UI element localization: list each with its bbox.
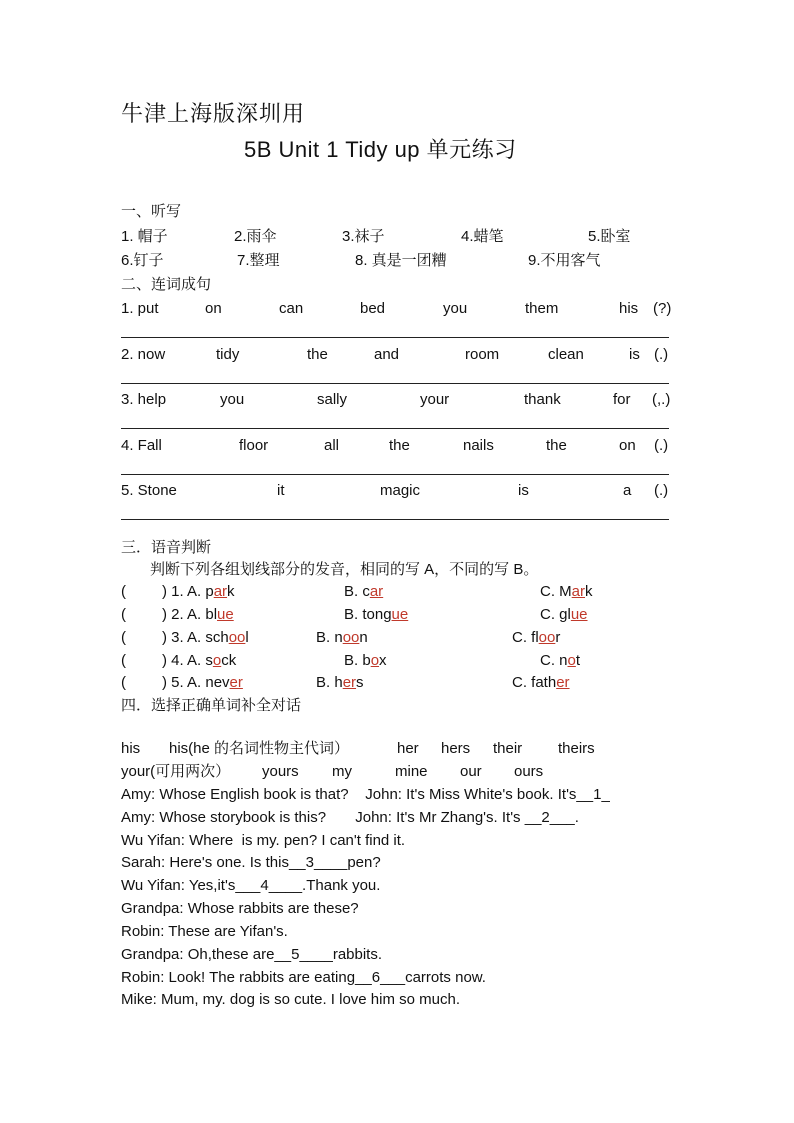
word: 4. Fall	[121, 437, 162, 454]
word: sally	[317, 391, 348, 408]
word: it	[277, 482, 285, 499]
word: is	[518, 482, 529, 499]
dictation-item: 8. 真是一团糟	[355, 252, 447, 269]
option-c: C. Mark	[540, 583, 593, 600]
underlined-sound: oo	[342, 629, 360, 646]
word: a	[623, 482, 632, 499]
dialogue-line: Grandpa: Whose rabbits are these?	[121, 900, 359, 917]
word-order-row	[121, 481, 674, 501]
punctuation: (.)	[654, 482, 669, 499]
word: on	[619, 437, 636, 454]
underlined-sound: ar	[571, 583, 586, 600]
punctuation: (.)	[654, 437, 669, 454]
word: 1. put	[121, 300, 159, 317]
bank-word: theirs	[558, 740, 595, 757]
bank-word: his(he 的名词性物主代词）	[169, 740, 350, 757]
word: 5. Stone	[121, 482, 177, 499]
option-b: B. hers	[316, 674, 364, 691]
word: them	[525, 300, 559, 317]
dialogue-line: Amy: Whose English book is that? John: It's Miss White's book. It's__1_	[121, 786, 610, 803]
option-b: B. tongue	[344, 606, 409, 623]
word: the	[546, 437, 567, 454]
underlined-sound: er	[342, 674, 357, 691]
dialogue-line: Amy: Whose storybook is this? John: It's Mr Zhang's. It's __2___.	[121, 809, 579, 826]
option-c: C. floor	[512, 629, 561, 646]
word-bank-row	[121, 739, 674, 759]
word-bank-row	[121, 762, 674, 782]
option-c: C. glue	[540, 606, 588, 623]
answer-line[interactable]	[121, 383, 669, 384]
word: all	[324, 437, 340, 454]
answer-bracket[interactable]: (	[121, 606, 126, 623]
underlined-sound: oo	[228, 629, 246, 646]
word-order-row	[121, 390, 674, 410]
dictation-item: 7.整理	[237, 252, 280, 269]
dialogue-line: Grandpa: Oh,these are__5____rabbits.	[121, 946, 383, 963]
phonics-row	[121, 582, 674, 602]
word: you	[220, 391, 245, 408]
page-subtitle: 5B Unit 1 Tidy up 单元练习	[244, 137, 517, 162]
bank-word: her	[397, 740, 419, 757]
bank-word: mine	[395, 763, 428, 780]
word-order-row	[121, 299, 674, 319]
phonics-row	[121, 651, 674, 671]
word-order-row	[121, 436, 674, 456]
option-c: C. father	[512, 674, 570, 691]
word: the	[389, 437, 410, 454]
underlined-sound: er	[229, 674, 243, 691]
phonics-row	[121, 605, 674, 625]
punctuation: (.)	[654, 346, 669, 363]
word: the	[307, 346, 328, 363]
answer-bracket[interactable]: (	[121, 629, 126, 646]
option-c: C. not	[540, 652, 581, 669]
dialogue-line: Wu Yifan: Yes,it's___4____.Thank you.	[121, 877, 381, 894]
word: floor	[239, 437, 269, 454]
option-b: B. noon	[316, 629, 368, 646]
bank-word: ours	[514, 763, 544, 780]
bank-word: my	[332, 763, 352, 780]
dictation-item: 9.不用客气	[528, 252, 601, 269]
section3-instruction: 判断下列各组划线部分的发音，相同的写 A，不同的写 B。	[150, 561, 539, 578]
option-a: ) 5. A. never	[162, 674, 243, 691]
answer-bracket[interactable]: (	[121, 583, 126, 600]
underlined-sound: ar	[213, 583, 228, 600]
answer-bracket[interactable]: (	[121, 674, 126, 691]
answer-line[interactable]	[121, 428, 669, 429]
underlined-sound: o	[370, 652, 380, 669]
bank-word: our	[460, 763, 482, 780]
word: thank	[524, 391, 561, 408]
option-a: ) 4. A. sock	[162, 652, 237, 669]
bank-word: their	[493, 740, 523, 757]
word: bed	[360, 300, 386, 317]
section1-heading: 一、听写	[121, 203, 182, 220]
dictation-item: 5.卧室	[588, 228, 631, 245]
underlined-sound: er	[556, 674, 570, 691]
dialogue-line: Robin: These are Yifan's.	[121, 923, 288, 940]
word: for	[613, 391, 631, 408]
word: on	[205, 300, 222, 317]
word: tidy	[216, 346, 240, 363]
word: nails	[463, 437, 494, 454]
word: is	[629, 346, 640, 363]
phonics-row	[121, 628, 674, 648]
word: you	[443, 300, 468, 317]
dialogue-line: Mike: Mum, my. dog is so cute. I love him so much.	[121, 991, 460, 1008]
phonics-row	[121, 673, 674, 693]
word: room	[465, 346, 500, 363]
punctuation: (,.)	[652, 391, 671, 408]
dictation-item: 3.袜子	[342, 228, 385, 245]
bank-word: hers	[441, 740, 471, 757]
option-a: ) 3. A. school	[162, 629, 249, 646]
answer-bracket[interactable]: (	[121, 652, 126, 669]
option-a: ) 2. A. blue	[162, 606, 234, 623]
underlined-sound: ar	[369, 583, 384, 600]
punctuation: (?)	[653, 300, 672, 317]
underlined-sound: o	[567, 652, 576, 669]
dialogue-line: Wu Yifan: Where is my. pen? I can't find it.	[121, 832, 406, 849]
page-title: 牛津上海版深圳用	[121, 101, 306, 126]
answer-line[interactable]	[121, 337, 669, 338]
word: magic	[380, 482, 421, 499]
bank-word: yours	[262, 763, 299, 780]
word: clean	[548, 346, 584, 363]
word: and	[374, 346, 400, 363]
bank-word: your(可用两次）	[121, 763, 231, 780]
underlined-sound: ue	[570, 606, 588, 623]
dialogue-line: Sarah: Here's one. Is this__3____pen?	[121, 854, 381, 871]
dictation-item: 2.雨伞	[234, 228, 277, 245]
answer-line[interactable]	[121, 474, 669, 475]
word: can	[279, 300, 304, 317]
underlined-sound: oo	[538, 629, 556, 646]
option-a: ) 1. A. park	[162, 583, 235, 600]
word: his	[619, 300, 639, 317]
word-order-row	[121, 345, 674, 365]
dictation-item: 4.蜡笔	[461, 228, 504, 245]
underlined-sound: ue	[217, 606, 234, 623]
section3-heading: 三．语音判断	[121, 539, 212, 556]
word: 2. now	[121, 346, 166, 363]
word: your	[420, 391, 450, 408]
underlined-sound: o	[212, 652, 222, 669]
bank-word: his	[121, 740, 141, 757]
dialogue-line: Robin: Look! The rabbits are eating__6___carrots now.	[121, 969, 486, 986]
dictation-item: 6.钉子	[121, 252, 164, 269]
underlined-sound: ue	[391, 606, 409, 623]
word: 3. help	[121, 391, 167, 408]
section4-heading: 四．选择正确单词补全对话	[121, 697, 302, 714]
option-b: B. car	[344, 583, 384, 600]
option-b: B. box	[344, 652, 387, 669]
section2-heading: 二、连词成句	[121, 276, 212, 293]
dictation-item: 1. 帽子	[121, 228, 168, 245]
answer-line[interactable]	[121, 519, 669, 520]
